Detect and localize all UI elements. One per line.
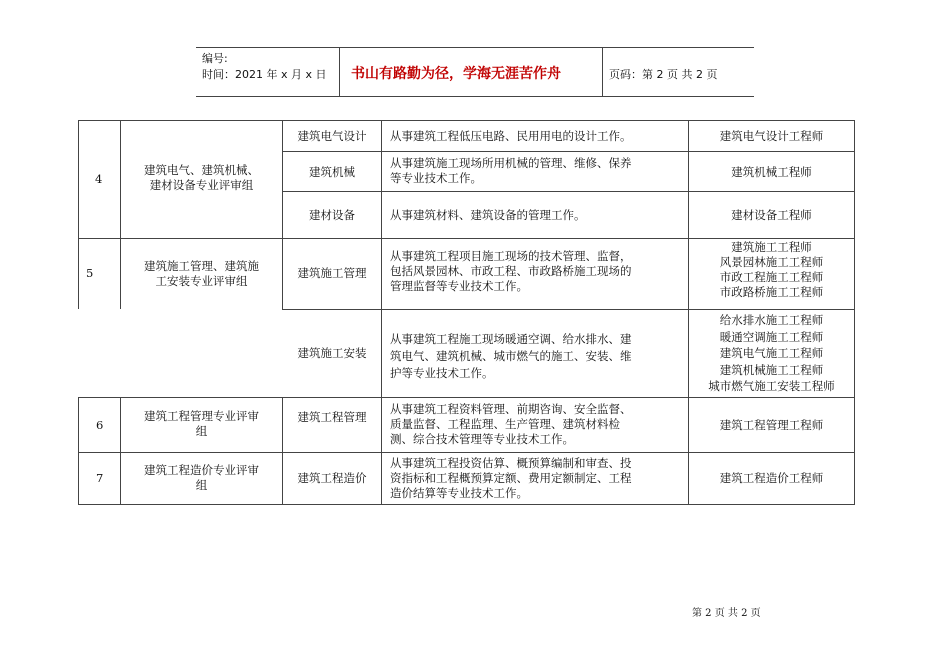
header-top-border (196, 47, 754, 48)
major-name: 建筑机械 (309, 165, 355, 179)
row-number: 7 (96, 471, 104, 485)
row-number: 5 (86, 266, 94, 280)
scope-description: 从事建筑工程资料管理、前期咨询、安全监督、 质量监督、工程监理、生产管理、建筑材料检 测、综合技术管理等专业技术工作。 (390, 402, 632, 446)
qualification-title: 给水排水施工工程师 暖通空调施工工程师 建筑电气施工工程师 建筑机械施工工程师 城市燃气施工安装工程师 (708, 313, 835, 393)
row-number: 4 (95, 172, 103, 186)
header-bottom-border (196, 96, 754, 97)
scope-description: 从事建筑工程低压电路、民用用电的设计工作。 (390, 129, 632, 143)
scope-description: 从事建筑施工现场所用机械的管理、维修、保养 等专业技术工作。 (390, 156, 632, 185)
document-number-label: 编号: (202, 52, 228, 65)
page-footer: 第 2 页 共 2 页 (692, 608, 761, 619)
header-motto: 书山有路勤为径，学海无涯苦作舟 (351, 66, 561, 82)
review-group-name: 建筑工程造价专业评审 组 (144, 463, 259, 492)
major-name: 建筑施工管理 (297, 266, 367, 280)
qualification-title: 建材设备工程师 (731, 208, 812, 222)
header-divider-right (602, 47, 603, 97)
scope-description: 从事建筑材料、建筑设备的管理工作。 (390, 208, 586, 222)
scope-description: 从事建筑工程项目施工现场的技术管理、监督， 包括风景园林、市政工程、市政路桥施工现场的 管理监督等专业技术工作。 (390, 249, 632, 293)
scope-description: 从事建筑工程投资估算、概预算编制和审查、投 资指标和工程概预算定额、费用定额制定、工程 造价结算等专业技术工作。 (390, 456, 632, 500)
major-name: 建筑电气设计 (297, 129, 367, 143)
document-time-label: 时间：2021 年 x 月 x 日 (202, 68, 327, 81)
major-name: 建筑施工安装 (297, 346, 367, 360)
row-number: 6 (96, 418, 104, 432)
qualification-title: 建筑机械工程师 (731, 165, 812, 179)
scope-description: 从事建筑工程施工现场暖通空调、给水排水、建 筑电气、建筑机械、城市燃气的施工、安装、维 护等专业技术工作。 (390, 332, 632, 380)
major-name: 建筑工程造价 (297, 471, 367, 485)
review-group-name: 建筑工程管理专业评审 组 (144, 409, 259, 438)
qualification-title: 建筑施工工程师 风景园林施工工程师 市政工程施工工程师 市政路桥施工工程师 (719, 240, 824, 299)
qualification-title: 建筑工程造价工程师 (719, 471, 824, 485)
qualification-title: 建筑电气设计工程师 (719, 129, 824, 143)
review-group-name: 建筑电气、建筑机械、 建材设备专业评审组 (144, 163, 259, 192)
qualification-title: 建筑工程管理工程师 (719, 418, 824, 432)
header-divider-left (339, 47, 340, 97)
major-name: 建筑工程管理 (297, 410, 367, 424)
major-name: 建材设备 (309, 208, 355, 222)
page-number-label: 页码：第 2 页 共 2 页 (609, 68, 718, 81)
review-group-name: 建筑施工管理、建筑施 工安装专业评审组 (144, 259, 259, 288)
